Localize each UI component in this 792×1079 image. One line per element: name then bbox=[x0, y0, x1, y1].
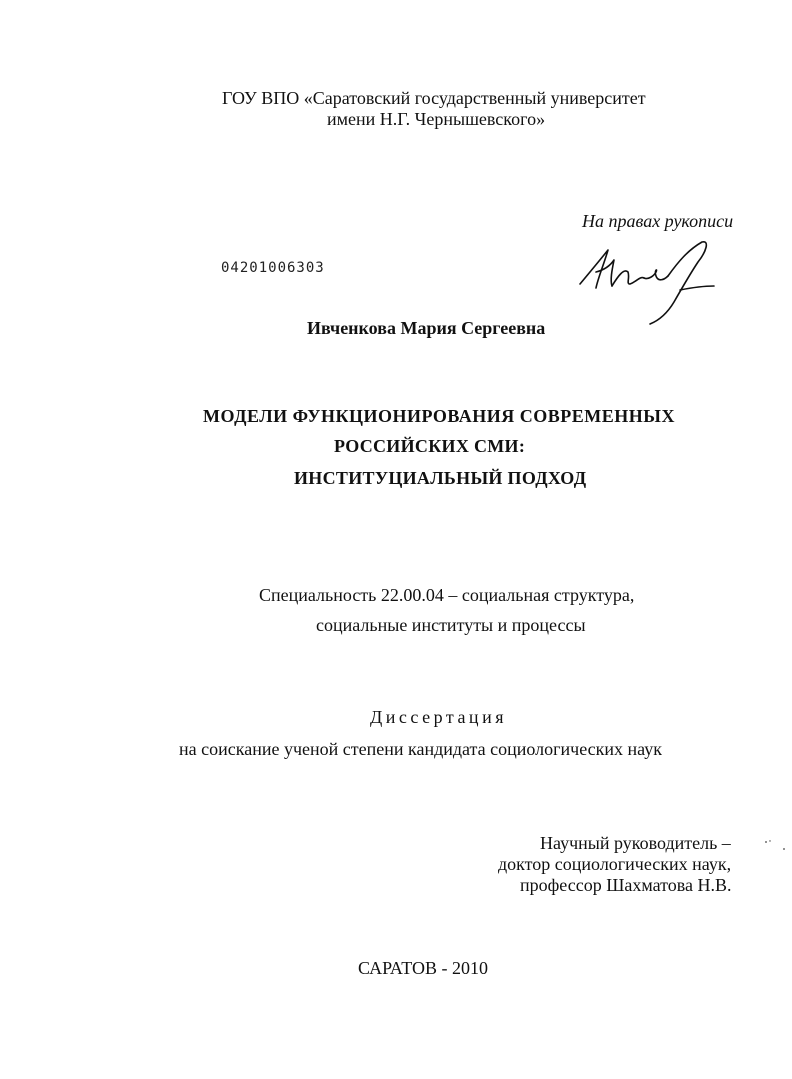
city-and-year: САРАТОВ - 2010 bbox=[358, 958, 488, 978]
supervisor-role: Научный руководитель – bbox=[540, 833, 731, 853]
scan-specks bbox=[760, 838, 790, 852]
supervisor-degree: доктор социологических наук, bbox=[498, 854, 732, 874]
supervisor-name: профессор Шахматова Н.В. bbox=[520, 875, 732, 895]
dissertation-title-line-1: МОДЕЛИ ФУНКЦИОНИРОВАНИЯ СОВРЕМЕННЫХ bbox=[203, 406, 675, 426]
specialty-line-1: Специальность 22.00.04 – социальная структура, bbox=[259, 585, 635, 605]
dissertation-title-line-3: ИНСТИТУЦИАЛЬНЫЙ ПОДХОД bbox=[294, 468, 587, 488]
dissertation-title-line-2: РОССИЙСКИХ СМИ: bbox=[334, 436, 526, 456]
document-type: Диссертация bbox=[370, 707, 507, 727]
document-registration-number: 04201006303 bbox=[221, 260, 325, 276]
author-signature bbox=[570, 232, 720, 328]
specialty-line-2: социальные институты и процессы bbox=[316, 615, 586, 635]
author-name: Ивченкова Мария Сергеевна bbox=[307, 318, 546, 338]
manuscript-rights-note: На правах рукописи bbox=[582, 211, 734, 231]
institution-name-line-2: имени Н.Г. Чернышевского» bbox=[327, 109, 546, 129]
degree-statement: на соискание ученой степени кандидата социологических наук bbox=[179, 739, 662, 759]
institution-name-line-1: ГОУ ВПО «Саратовский государственный университет bbox=[222, 88, 646, 108]
